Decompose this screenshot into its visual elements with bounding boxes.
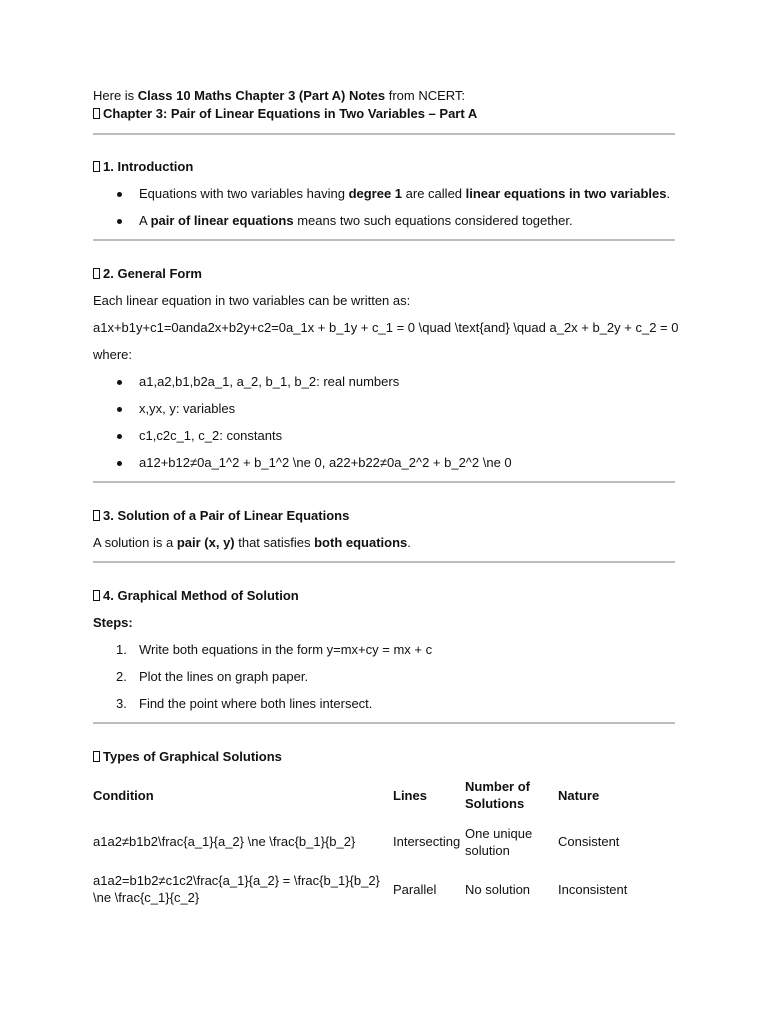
- text-run: Equations with two variables having: [139, 186, 349, 201]
- cell-lines: Intersecting: [393, 834, 461, 849]
- document-content: [93, 87, 679, 909]
- list-item: c1,c2c_1, c_2: constants: [93, 427, 675, 445]
- header-condition: Condition: [93, 787, 154, 803]
- intro-bold: Class 10 Maths Chapter 3 (Part A) Notes: [137, 88, 386, 103]
- where-label: where:: [93, 347, 133, 362]
- header-nature: Nature: [558, 787, 600, 803]
- list-item: a12+b12≠0a_1^2 + b_1^2 \ne 0, a22+b22≠0a_2^2 + b_2^2 \ne 0: [93, 454, 675, 472]
- cell-number-of-solutions: One unique solution: [465, 825, 533, 858]
- step-item: [93, 695, 675, 713]
- text-run: .: [407, 535, 411, 550]
- section-heading-graphical-method: [93, 587, 675, 605]
- header-number-of-solutions: Number of Solutions: [465, 779, 530, 811]
- table-row: [93, 814, 675, 869]
- list-item: [93, 185, 675, 203]
- step-number: 1.: [116, 642, 127, 657]
- cell-number-of-solutions: No solution: [465, 881, 531, 897]
- bold-run: degree 1: [348, 186, 403, 201]
- step-item: [93, 668, 675, 686]
- list-item: x,yx, y: variables: [93, 400, 675, 418]
- general-form-equation: a1x+b1y+c1=0anda2x+b2y+c2=0a_1x + b_1y + c_1 = 0 \quad \text{and} \quad a_2x + b_2y + c_2 = 0: [93, 320, 679, 335]
- section-heading-text: 1. Introduction: [103, 159, 194, 174]
- bold-run: pair of linear equations: [150, 213, 294, 228]
- solutions-table: [93, 776, 675, 909]
- section-heading-text: 2. General Form: [103, 266, 202, 281]
- table-header-row: [93, 776, 675, 814]
- intro-prefix: Here is: [93, 88, 138, 103]
- list-item: [93, 212, 675, 230]
- emoji-placeholder-icon: [93, 108, 100, 119]
- step-text: Plot the lines on graph paper.: [139, 669, 309, 684]
- solution-definition: [93, 534, 675, 552]
- section-heading-solution: [93, 507, 675, 525]
- text-run: are called: [402, 186, 466, 201]
- chapter-title: [93, 105, 675, 123]
- step-number: 2.: [116, 669, 127, 684]
- bold-run: pair (x, y): [176, 535, 235, 550]
- step-number: 3.: [116, 696, 127, 711]
- chapter-title-text: Chapter 3: Pair of Linear Equations in Two Variables – Part A: [103, 106, 478, 121]
- emoji-placeholder-icon: [93, 161, 100, 172]
- section-heading-introduction: [93, 158, 675, 176]
- list-item: a1,a2,b1,b2a_1, a_2, b_1, b_2: real numbers: [93, 373, 675, 391]
- step-text: Write both equations in the form y=mx+cy = mx + c: [139, 642, 433, 657]
- table-row: [93, 869, 675, 909]
- cell-condition: a1a2≠b1b2\frac{a_1}{a_2} \ne \frac{b_1}{b_2}: [93, 834, 356, 849]
- cell-nature: Consistent: [558, 834, 620, 849]
- intro-suffix: from NCERT:: [385, 88, 466, 103]
- section-heading-general-form: [93, 265, 675, 283]
- text-run: .: [666, 186, 671, 201]
- emoji-placeholder-icon: [93, 268, 100, 279]
- general-form-list: [93, 373, 675, 472]
- section-heading-text: 3. Solution of a Pair of Linear Equations: [103, 508, 350, 523]
- header-lines: Lines: [393, 787, 427, 803]
- step-text: Find the point where both lines intersect.: [139, 696, 373, 711]
- bold-run: linear equations in two variables: [465, 186, 667, 201]
- text-run: that satisfies: [234, 535, 315, 550]
- emoji-placeholder-icon: [93, 590, 100, 601]
- section-heading-text: Types of Graphical Solutions: [103, 749, 282, 764]
- bold-run: both equations: [314, 535, 408, 550]
- intro-line: [93, 87, 675, 105]
- text-run: means two such equations considered together.: [293, 213, 573, 228]
- text-run: A: [139, 213, 151, 228]
- introduction-list: [93, 185, 675, 230]
- general-form-intro: Each linear equation in two variables can be written as:: [93, 293, 411, 308]
- emoji-placeholder-icon: [93, 510, 100, 521]
- step-item: [93, 641, 675, 659]
- section-heading-types: [93, 748, 675, 766]
- section-heading-text: 4. Graphical Method of Solution: [103, 588, 299, 603]
- text-run: A solution is a: [93, 535, 177, 550]
- steps-list: [93, 641, 675, 713]
- emoji-placeholder-icon: [93, 751, 100, 762]
- cell-nature: Inconsistent: [558, 881, 628, 897]
- steps-label: Steps:: [93, 615, 133, 630]
- cell-lines: Parallel: [393, 881, 437, 897]
- cell-condition: a1a2=b1b2≠c1c2\frac{a_1}{a_2} = \frac{b_1}{b_2} \ne \frac{c_1}{c_2}: [93, 873, 380, 905]
